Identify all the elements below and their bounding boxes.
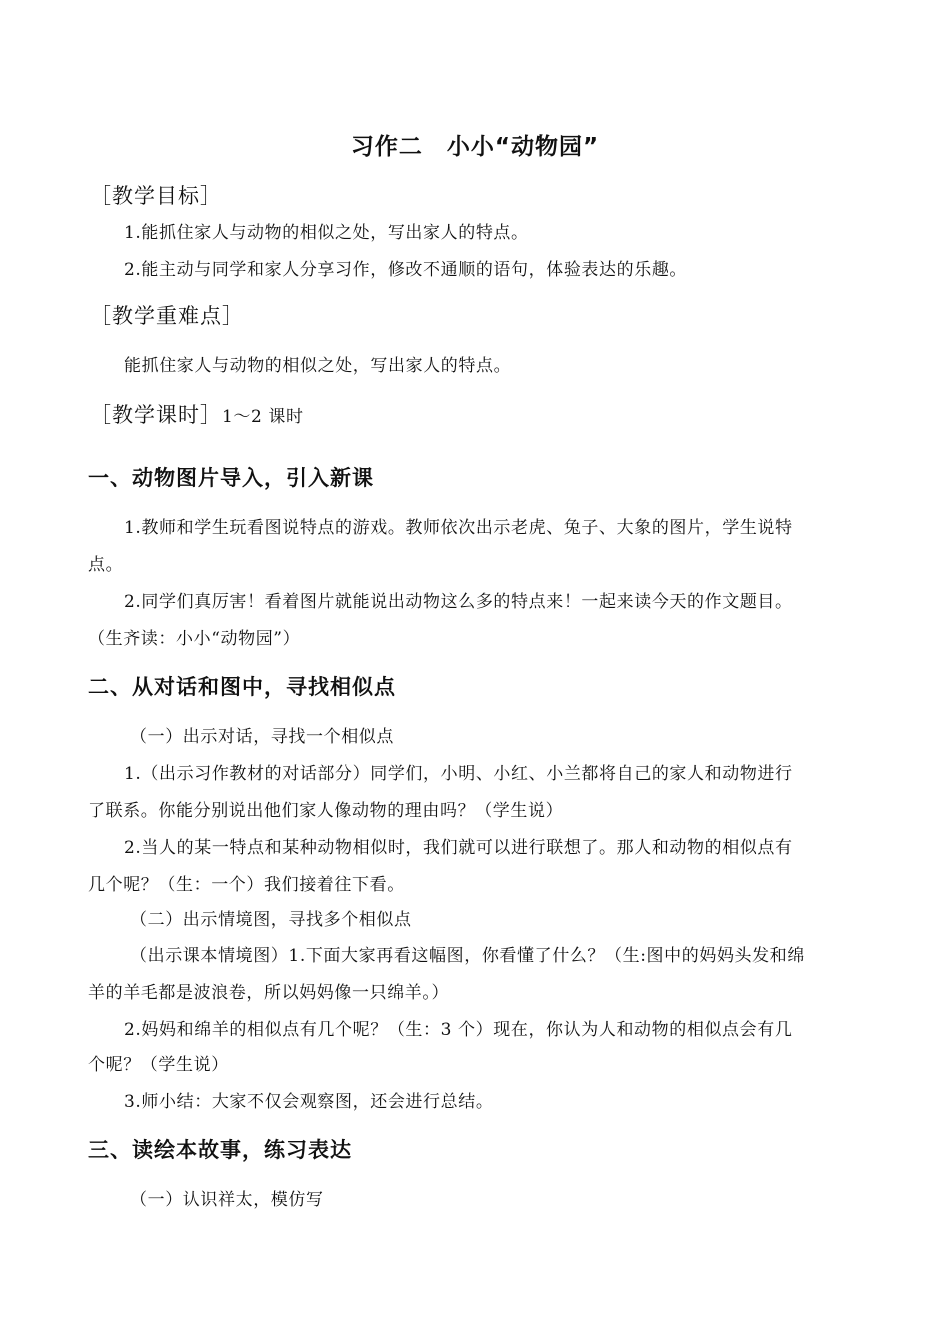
section2-heading: 二、从对话和图中，寻找相似点 (88, 675, 396, 699)
hours-line (90, 399, 304, 429)
section1-paragraph2-line2: （生齐读：小小“动物园”） (88, 629, 301, 649)
section1-paragraph1-line2: 点。 (88, 555, 124, 575)
section3-heading: 三、读绘本故事，练习表达 (88, 1138, 352, 1162)
section2-subheading2: （二）出示情境图，寻找多个相似点 (130, 910, 412, 930)
section2-paragraph3-line2: 羊的羊毛都是波浪卷，所以妈妈像一只绵羊。） (88, 983, 450, 1003)
key-points-label: ［教学重难点］ (90, 304, 244, 328)
section3-subheading1: （一）认识祥太，模仿写 (130, 1190, 324, 1210)
section2-paragraph2-line1: 2.当人的某一特点和某种动物相似时，我们就可以进行联想了。那人和动物的相似点有 (124, 838, 793, 858)
key-points-text: 能抓住家人与动物的相似之处，写出家人的特点。 (124, 356, 512, 376)
objective-item-2: 2.能主动与同学和家人分享习作，修改不通顺的语句，体验表达的乐趣。 (124, 260, 688, 280)
section1-paragraph1-line1: 1.教师和学生玩看图说特点的游戏。教师依次出示老虎、兔子、大象的图片，学生说特 (124, 518, 793, 538)
section2-paragraph4-line2: 个呢？（学生说） (88, 1055, 229, 1075)
section2-subheading1: （一）出示对话，寻找一个相似点 (130, 727, 394, 747)
section2-paragraph4-line1: 2.妈妈和绵羊的相似点有几个呢？（生：3 个）现在，你认为人和动物的相似点会有几 (124, 1020, 793, 1040)
section1-paragraph2-line1: 2.同学们真厉害！看着图片就能说出动物这么多的特点来！一起来读今天的作文题目。 (124, 592, 793, 612)
hours-label: ［教学课时］ (90, 403, 222, 427)
section2-paragraph3-line1: （出示课本情境图）1.下面大家再看这幅图，你看懂了什么？（生:图中的妈妈头发和绵 (130, 946, 805, 966)
objective-item-1: 1.能抓住家人与动物的相似之处，写出家人的特点。 (124, 223, 529, 243)
section2-paragraph1-line2: 了联系。你能分别说出他们家人像动物的理由吗？（学生说） (88, 801, 564, 821)
hours-value: 1～2 课时 (222, 407, 304, 427)
section2-paragraph2-line2: 几个呢？（生：一个）我们接着往下看。 (88, 875, 405, 895)
section1-heading: 一、动物图片导入，引入新课 (88, 466, 374, 490)
page-title: 习作二 小小“动物园” (350, 134, 600, 160)
objectives-label: ［教学目标］ (90, 184, 222, 208)
section2-paragraph1-line1: 1.（出示习作教材的对话部分）同学们，小明、小红、小兰都将自己的家人和动物进行 (124, 764, 793, 784)
section2-paragraph5: 3.师小结：大家不仅会观察图，还会进行总结。 (124, 1092, 494, 1112)
